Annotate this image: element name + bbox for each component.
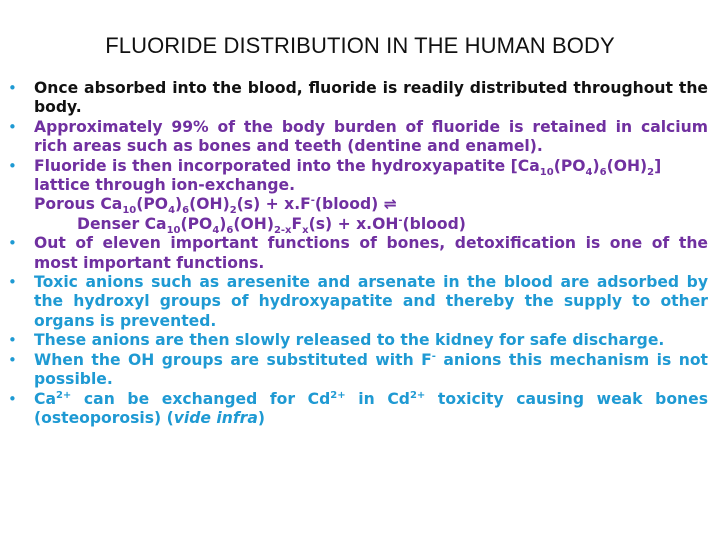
bullet-icon: •	[8, 156, 17, 175]
list-item	[8, 273, 708, 331]
subscript: 10	[122, 205, 137, 217]
italic-text: vide infra	[173, 408, 258, 427]
subscript: 2-x	[273, 224, 292, 236]
equation-line-1	[8, 195, 708, 217]
point-text: Once absorbed into the blood, fluoride is readily distributed throughout the body.	[34, 79, 708, 117]
subscript: 6	[599, 166, 607, 178]
eq-text: (s) + x.F	[236, 195, 311, 214]
bullet-icon: •	[8, 117, 17, 136]
superscript: -	[431, 350, 436, 362]
bullet-icon: •	[8, 389, 17, 408]
point-text: can be exchanged for Cd	[71, 389, 331, 408]
bullet-icon: •	[8, 234, 17, 253]
subscript: 6	[182, 205, 190, 217]
eq-text: Denser Ca	[77, 214, 167, 233]
eq-text: F	[291, 214, 303, 233]
point-text: Toxic anions such as aresenite and arsenate in the blood are adsorbed by the hydroxyl groups of hydroxyapatite and thereby the supply to other organs is prevented.	[34, 273, 708, 330]
eq-text: (blood) ⇌	[314, 195, 397, 214]
point-text: When the OH groups are substituted with F	[34, 350, 432, 369]
list-item	[8, 79, 708, 118]
bullet-icon: •	[8, 331, 17, 350]
point-text: lattice through ion-exchange.	[34, 176, 296, 195]
point-text: ]	[654, 156, 662, 175]
eq-text: (PO	[136, 195, 169, 214]
list-item	[8, 157, 708, 235]
slide-title: FLUORIDE DISTRIBUTION IN THE HUMAN BODY	[105, 33, 615, 58]
bullet-icon: •	[8, 350, 17, 369]
eq-text: (OH)	[233, 214, 274, 233]
point-text: Approximately 99% of the body burden of fluoride is retained in calcium rich areas such as bones and teeth (dentine and enamel).	[34, 117, 708, 156]
superscript: -	[310, 195, 315, 207]
subscript: 10	[539, 166, 554, 178]
subscript: 4	[585, 166, 593, 178]
bullet-icon: •	[8, 79, 17, 97]
bullet-icon: •	[8, 273, 17, 292]
point-text: anions this mechanism is not possible.	[34, 350, 708, 389]
subscript: 4	[212, 224, 220, 236]
eq-text: Porous Ca	[34, 195, 123, 214]
eq-text: (blood)	[402, 214, 466, 233]
point-text: Out of eleven important functions of bones, detoxification is one of the most important functions.	[34, 234, 708, 272]
subscript: x	[302, 224, 309, 236]
eq-text: (s) + x.OH	[308, 214, 399, 233]
bullet-list	[8, 79, 708, 428]
point-text: These anions are then slowly released to the kidney for safe discharge.	[34, 331, 665, 350]
list-item	[8, 234, 708, 273]
point-text: Fluoride is then incorporated into the hydroxyapatite [Ca	[34, 156, 540, 175]
list-item	[8, 118, 708, 157]
point-text: )	[257, 408, 266, 427]
eq-text: )	[175, 195, 183, 214]
point-text: Ca	[34, 389, 56, 408]
point-text: (OH)	[606, 156, 648, 175]
superscript: 2+	[55, 389, 72, 401]
subscript: 2	[229, 205, 237, 217]
point-text: in Cd	[345, 389, 410, 408]
superscript: 2+	[409, 389, 426, 401]
eq-text: )	[219, 214, 227, 233]
point-text: (PO	[553, 156, 586, 175]
point-text: toxicity causing weak bones (osteoporosis) (	[34, 389, 708, 427]
point-text: )	[592, 156, 600, 175]
superscript: -	[398, 214, 403, 226]
superscript: 2+	[330, 389, 346, 401]
list-item	[8, 331, 708, 350]
subscript: 2	[647, 166, 655, 178]
eq-text: (OH)	[189, 195, 230, 214]
subscript: 4	[168, 205, 176, 217]
subscript: 10	[166, 224, 181, 236]
subscript: 6	[226, 224, 234, 236]
list-item	[8, 390, 708, 429]
equation-line-2	[8, 215, 708, 234]
list-item	[8, 351, 708, 390]
eq-text: (PO	[180, 214, 213, 233]
